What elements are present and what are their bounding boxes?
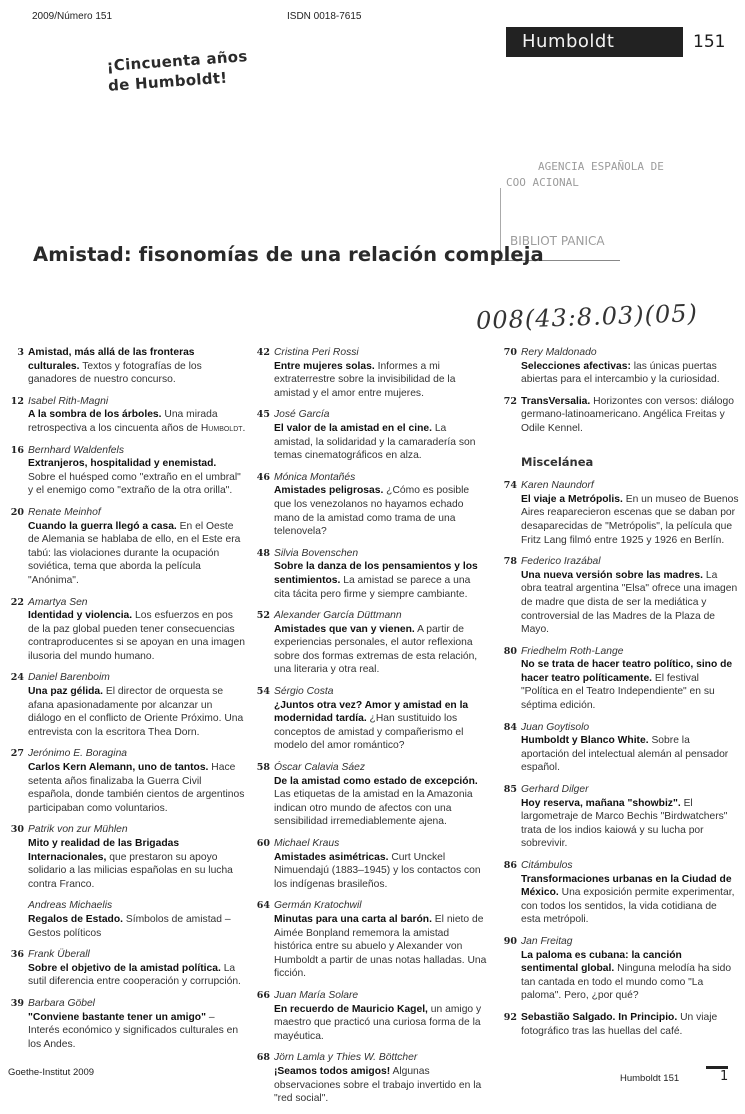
toc-entry[interactable] xyxy=(10,823,246,891)
toc-description: Informes a mi extraterrestre sobre la invisibilidad de la amistad y el amor entre mujeres. xyxy=(274,360,456,399)
toc-author: Juan Goytisolo xyxy=(521,721,590,733)
toc-author: Barbara Göbel xyxy=(28,997,95,1009)
toc-column-1 xyxy=(10,346,246,1059)
toc-entry[interactable] xyxy=(10,395,246,436)
toc-page-number: 24 xyxy=(10,672,24,684)
toc-description: las únicas puertas abiertas para el intercambio y la curiosidad. xyxy=(521,360,720,386)
toc-page-number: 39 xyxy=(10,997,24,1009)
toc-entry[interactable] xyxy=(256,685,488,753)
toc-entry[interactable] xyxy=(503,859,739,927)
toc-title: Selecciones afectivas: xyxy=(521,360,631,372)
toc-author: Cristina Peri Rossi xyxy=(274,347,359,358)
toc-entry[interactable] xyxy=(256,837,488,891)
toc-author: Isabel Rith-Magni xyxy=(28,395,109,407)
page-title: Amistad: fisonomías de una relación compleja xyxy=(33,243,544,266)
toc-entry[interactable] xyxy=(256,609,488,677)
toc-entry[interactable] xyxy=(503,721,739,775)
toc-page-number: 58 xyxy=(256,762,270,774)
toc-title: Minutas para una carta al barón. xyxy=(274,913,432,925)
toc-description: – Interés económico y significados culturales en los Andes. xyxy=(28,1011,239,1050)
toc-author: Amartya Sen xyxy=(28,596,88,608)
toc-title: Amistades asimétricas. xyxy=(274,851,389,863)
toc-page-number: 52 xyxy=(256,610,270,622)
toc-title: TransVersalia. xyxy=(521,395,591,407)
toc-entry[interactable] xyxy=(256,547,488,601)
toc-entry[interactable] xyxy=(256,761,488,829)
toc-title: Mito y realidad de las Brigadas Internacionales, xyxy=(28,838,180,863)
toc-page-number: 86 xyxy=(503,860,517,871)
toc-entry[interactable] xyxy=(256,408,488,462)
toc-title: Amistades que van y vienen. xyxy=(274,623,415,635)
toc-title: El viaje a Metrópolis. xyxy=(521,493,623,505)
toc-page-number: 64 xyxy=(256,900,270,912)
toc-description: Sobre la aportación del intelectual alemán al pensador español. xyxy=(521,735,729,774)
toc-title: Hoy reserva, mañana "showbiz". xyxy=(521,797,681,809)
isdn-number: ISDN 0018-7615 xyxy=(287,11,362,22)
toc-title: Amistades peligrosas. xyxy=(274,485,384,497)
toc-description: ¿Cómo es posible que los venezolanos no hayamos echado mano de la amistad como trama de una telenovela? xyxy=(274,485,470,538)
toc-page-number: 54 xyxy=(256,686,270,698)
toc-entry[interactable] xyxy=(503,645,739,713)
toc-description: Textos y fotografías de los ganadores de nuestro concurso. xyxy=(28,360,202,386)
toc-description-smallcaps: Humboldt. xyxy=(200,422,246,434)
issue-number: 2009/Número 151 xyxy=(32,11,113,22)
stamp-line-4: BIBLIOT PANICA xyxy=(510,234,605,248)
toc-author: Jerónimo E. Boragina xyxy=(28,748,128,760)
toc-page-number: 90 xyxy=(503,935,517,947)
toc-entry[interactable] xyxy=(503,555,739,637)
toc-description: La amistad, la solidaridad y la camaradería son temas cinematográficos en alza. xyxy=(274,422,476,462)
toc-page-number: 68 xyxy=(256,1052,270,1064)
toc-author: Gerhard Dilger xyxy=(521,784,589,796)
toc-entry[interactable] xyxy=(10,747,246,815)
toc-title: A la sombra de los árboles. xyxy=(28,409,162,421)
footer-page-number: 1 xyxy=(720,1069,729,1084)
toc-author: Frank Überall xyxy=(28,949,90,961)
toc-entry[interactable] xyxy=(256,346,488,400)
anniversary-line-2: de Humboldt! xyxy=(107,68,228,95)
toc-column-2 xyxy=(256,346,488,1114)
toc-entry[interactable] xyxy=(503,479,739,547)
toc-entry[interactable] xyxy=(503,783,739,851)
toc-title: Cuando la guerra llegó a casa. xyxy=(28,520,177,532)
toc-description: Sobre el huésped como "extraño en el umbral" y el enemigo como "extraño de la otra orilla". xyxy=(28,471,241,497)
toc-description: A partir de experiencias personales, el autor reflexiona sobre dos formas extremas de esta relación, una literaria y otra real. xyxy=(274,623,478,676)
toc-author: Michael Kraus xyxy=(274,838,340,849)
toc-page-number: 48 xyxy=(256,547,270,559)
toc-title: Carlos Kern Alemann, uno de tantos. xyxy=(28,762,209,774)
toc-title: Extranjeros, hospitalidad y enemistad. xyxy=(28,458,217,470)
toc-page-number: 78 xyxy=(503,556,517,568)
toc-entry[interactable] xyxy=(256,899,488,981)
toc-description: Horizontes con versos: diálogo germano-latinoamericano. Angélica Freitas y Odile Kennel. xyxy=(521,395,734,434)
toc-page-number: 74 xyxy=(503,480,517,492)
toc-entry[interactable] xyxy=(256,471,488,539)
toc-title: De la amistad como estado de excepción. xyxy=(274,775,478,787)
toc-author: Rery Maldonado xyxy=(521,347,597,358)
toc-description: El director de orquesta se afana apasionadamente por alcanzar un diálogo en el conflicto de Oriente Próximo. Una entrevista con la escritora Thea Dorn. xyxy=(28,686,244,738)
toc-description: Símbolos de amistad – Gestos políticos xyxy=(28,913,231,939)
toc-page-number: 84 xyxy=(503,721,517,733)
toc-page-number: 20 xyxy=(10,506,24,518)
toc-author: Bernhard Waldenfels xyxy=(28,444,124,456)
toc-title: Una paz gélida. xyxy=(28,686,103,698)
toc-title: "Conviene bastante tener un amigo" xyxy=(28,1011,206,1023)
toc-title: En recuerdo de Mauricio Kagel, xyxy=(274,1003,428,1015)
toc-entry[interactable] xyxy=(10,596,246,664)
section-heading-miscelanea: Miscelánea xyxy=(521,454,594,469)
toc-description: La obra teatral argentina "Elsa" ofrece una imagen de madre que dista de ser la mediática y controversial de las Madres de la Plaza de Mayo. xyxy=(521,569,738,636)
toc-author: Silvia Bovenschen xyxy=(274,547,359,559)
toc-description: En el Oeste de Alemania se hablaba de ello, en el Este era tabú: las violaciones durante la ocupación soviética, tema que aborda la película "Anónima". xyxy=(28,520,241,586)
toc-author: Jan Freitag xyxy=(521,935,573,947)
toc-title: ¡Seamos todos amigos! xyxy=(274,1065,391,1077)
toc-title: Una nueva versión sobre las madres. xyxy=(521,569,703,581)
toc-author: Friedhelm Roth-Lange xyxy=(521,645,624,657)
toc-title: Transformaciones urbanas en la Ciudad de México. xyxy=(521,873,732,899)
toc-description: Ninguna melodía ha sido tan cantada en todo el mundo como "La paloma". Pero, ¿por qué? xyxy=(521,963,732,1002)
stamp-line-2: COO ACIONAL xyxy=(506,176,579,189)
toc-author: Citámbulos xyxy=(521,860,573,871)
toc-description: Las etiquetas de la amistad en la Amazonia indican otro mundo de afectos con una sensibilidad irremediablemente ajena. xyxy=(274,789,473,828)
toc-page-number: 85 xyxy=(503,784,517,796)
toc-description: En un museo de Buenos Aires reaparecieron escenas que se daban por desaparecidas de "Metrópolis", la película que Fritz Lang filmó entre 1925 y 1926 en Berlín. xyxy=(521,493,739,546)
toc-description: La sutil diferencia entre cooperación y corrupción. xyxy=(28,962,241,988)
magazine-brand-bar: Humboldt xyxy=(506,27,683,57)
toc-description: El largometraje de Marco Bechis "Birdwatchers" trata de los indios kaiowá y su lucha por sobrevivir. xyxy=(521,797,728,850)
toc-title: El valor de la amistad en el cine. xyxy=(274,422,432,434)
toc-page-number: 60 xyxy=(256,838,270,849)
toc-page-number: 3 xyxy=(17,347,24,358)
toc-title: Amistad, más allá de las fronteras culturales. xyxy=(28,347,195,372)
toc-description: Un viaje fotográfico tras las huellas del café. xyxy=(521,1011,718,1037)
toc-title: ¿Juntos otra vez? Amor y amistad en la modernidad tardía. xyxy=(274,699,469,725)
footer-issue: Humboldt 151 xyxy=(620,1073,680,1084)
toc-page-number: 46 xyxy=(256,471,270,483)
toc-page-number: 66 xyxy=(256,989,270,1001)
toc-author: Federico Irazábal xyxy=(521,556,601,568)
toc-author: Germán Kratochwil xyxy=(274,900,362,912)
stamp-line-1: AGENCIA ESPAÑOLA DE xyxy=(538,160,664,173)
toc-description: Algunas observaciones sobre el trabajo invertido en la "red social". xyxy=(274,1065,482,1105)
toc-entry[interactable] xyxy=(503,1011,739,1038)
toc-description: ¿Han sustituido los conceptos de amistad y compañerismo el modelo del amor romántico? xyxy=(274,713,464,752)
toc-page-number: 36 xyxy=(10,949,24,961)
toc-title: No se trata de hacer teatro político, sino de hacer teatro políticamente. xyxy=(521,659,733,684)
toc-entry[interactable] xyxy=(10,444,246,498)
toc-author: Andreas Michaelis xyxy=(28,900,113,912)
toc-entry[interactable] xyxy=(256,989,488,1043)
toc-column-3-misc xyxy=(503,479,739,1038)
toc-page-number: 45 xyxy=(256,409,270,421)
toc-entry[interactable] xyxy=(10,346,246,387)
footer-publisher: Goethe-Institut 2009 xyxy=(8,1067,95,1078)
toc-author: Daniel Barenboim xyxy=(28,672,110,684)
toc-page-number: 70 xyxy=(503,347,517,358)
toc-page-number: 72 xyxy=(503,395,517,407)
toc-author: Juan María Solare xyxy=(274,989,359,1001)
toc-page-number: 42 xyxy=(256,347,270,358)
handwritten-classification: 008(43:8.03)(05) xyxy=(475,299,699,335)
toc-entry[interactable] xyxy=(503,346,739,387)
toc-entry[interactable] xyxy=(10,948,246,989)
toc-title: Sebastião Salgado. In Principio. xyxy=(521,1011,678,1023)
toc-author: Patrik von zur Mühlen xyxy=(28,824,128,836)
toc-description: El nieto de Aimée Bonpland rememora la amistad histórica entre su abuelo y Alexander von Humboldt a partir de unas notas halladas. Una ficción. xyxy=(274,913,487,980)
toc-description: La amistad se parece a una cita tácita pero firme y siempre cambiante. xyxy=(274,574,471,600)
anniversary-line-1: ¡Cincuenta años xyxy=(106,47,249,75)
toc-description: Los esfuerzos en pos de la paz global pueden tener consecuencias contraproducentes si se apoyan en una imagen ilusoria del mundo humano. xyxy=(28,610,245,662)
toc-title: Regalos de Estado. xyxy=(28,913,123,925)
toc-author: Sérgio Costa xyxy=(274,686,334,698)
toc-page-number: 27 xyxy=(10,748,24,760)
toc-title: Sobre el objetivo de la amistad política. xyxy=(28,962,221,974)
toc-author: Óscar Calavia Sáez xyxy=(274,762,365,774)
anniversary-banner xyxy=(106,46,250,96)
toc-description: Una mirada retrospectiva a los cincuenta años de xyxy=(28,409,218,434)
toc-description: que prestaron su apoyo solidario a las milicias españolas en su lucha contra Franco. xyxy=(28,851,233,890)
toc-page-number: 12 xyxy=(10,395,24,407)
toc-column-3-main xyxy=(503,346,739,436)
toc-entry[interactable] xyxy=(10,899,246,940)
toc-page-number: 92 xyxy=(503,1011,517,1023)
toc-page-number: 16 xyxy=(10,444,24,456)
toc-page-number: 30 xyxy=(10,824,24,836)
toc-description: Curt Unckel Nimuendajú (1883–1945) y los contactos con los indígenas brasileños. xyxy=(274,851,481,890)
magazine-issue-badge: 151 xyxy=(693,32,726,52)
toc-title: Entre mujeres solas. xyxy=(274,360,375,372)
toc-author: Renate Meinhof xyxy=(28,506,101,518)
toc-author: Jörn Lamla y Thies W. Böttcher xyxy=(274,1052,418,1064)
toc-entry[interactable] xyxy=(503,935,739,1003)
toc-description: un amigo y maestro que practicó una curiosa forma de la mayéutica. xyxy=(274,1003,482,1042)
toc-title: Humboldt y Blanco White. xyxy=(521,735,649,747)
toc-title: Identidad y violencia. xyxy=(28,610,133,622)
toc-author: Alexander García Düttmann xyxy=(274,610,402,622)
toc-author: Mónica Montañés xyxy=(274,471,356,483)
toc-description: Una exposición permite experimentar, con todos los sentidos, la vida cotidiana de esta metrópoli. xyxy=(521,887,735,926)
toc-author: José García xyxy=(274,409,330,421)
toc-entry[interactable] xyxy=(10,671,246,739)
toc-title: Sobre la danza de los pensamientos y los sentimientos. xyxy=(274,561,478,586)
toc-description: El festival "Política en el Teatro Independiente" en su séptima edición. xyxy=(521,672,715,712)
toc-entry[interactable] xyxy=(10,506,246,588)
toc-page-number: 22 xyxy=(10,596,24,608)
toc-entry[interactable] xyxy=(10,997,246,1051)
toc-author: Karen Naundorf xyxy=(521,480,594,492)
toc-page-number: 80 xyxy=(503,645,517,657)
toc-description: Hace setenta años finalizaba la Guerra Civil española, donde también cientos de argentinos participaban como voluntarios. xyxy=(28,762,245,814)
toc-title: La paloma es cubana: la canción sentimental global. xyxy=(521,949,682,975)
toc-column-3 xyxy=(503,346,739,1046)
toc-entry[interactable] xyxy=(256,1051,488,1105)
toc-entry[interactable] xyxy=(503,395,739,436)
